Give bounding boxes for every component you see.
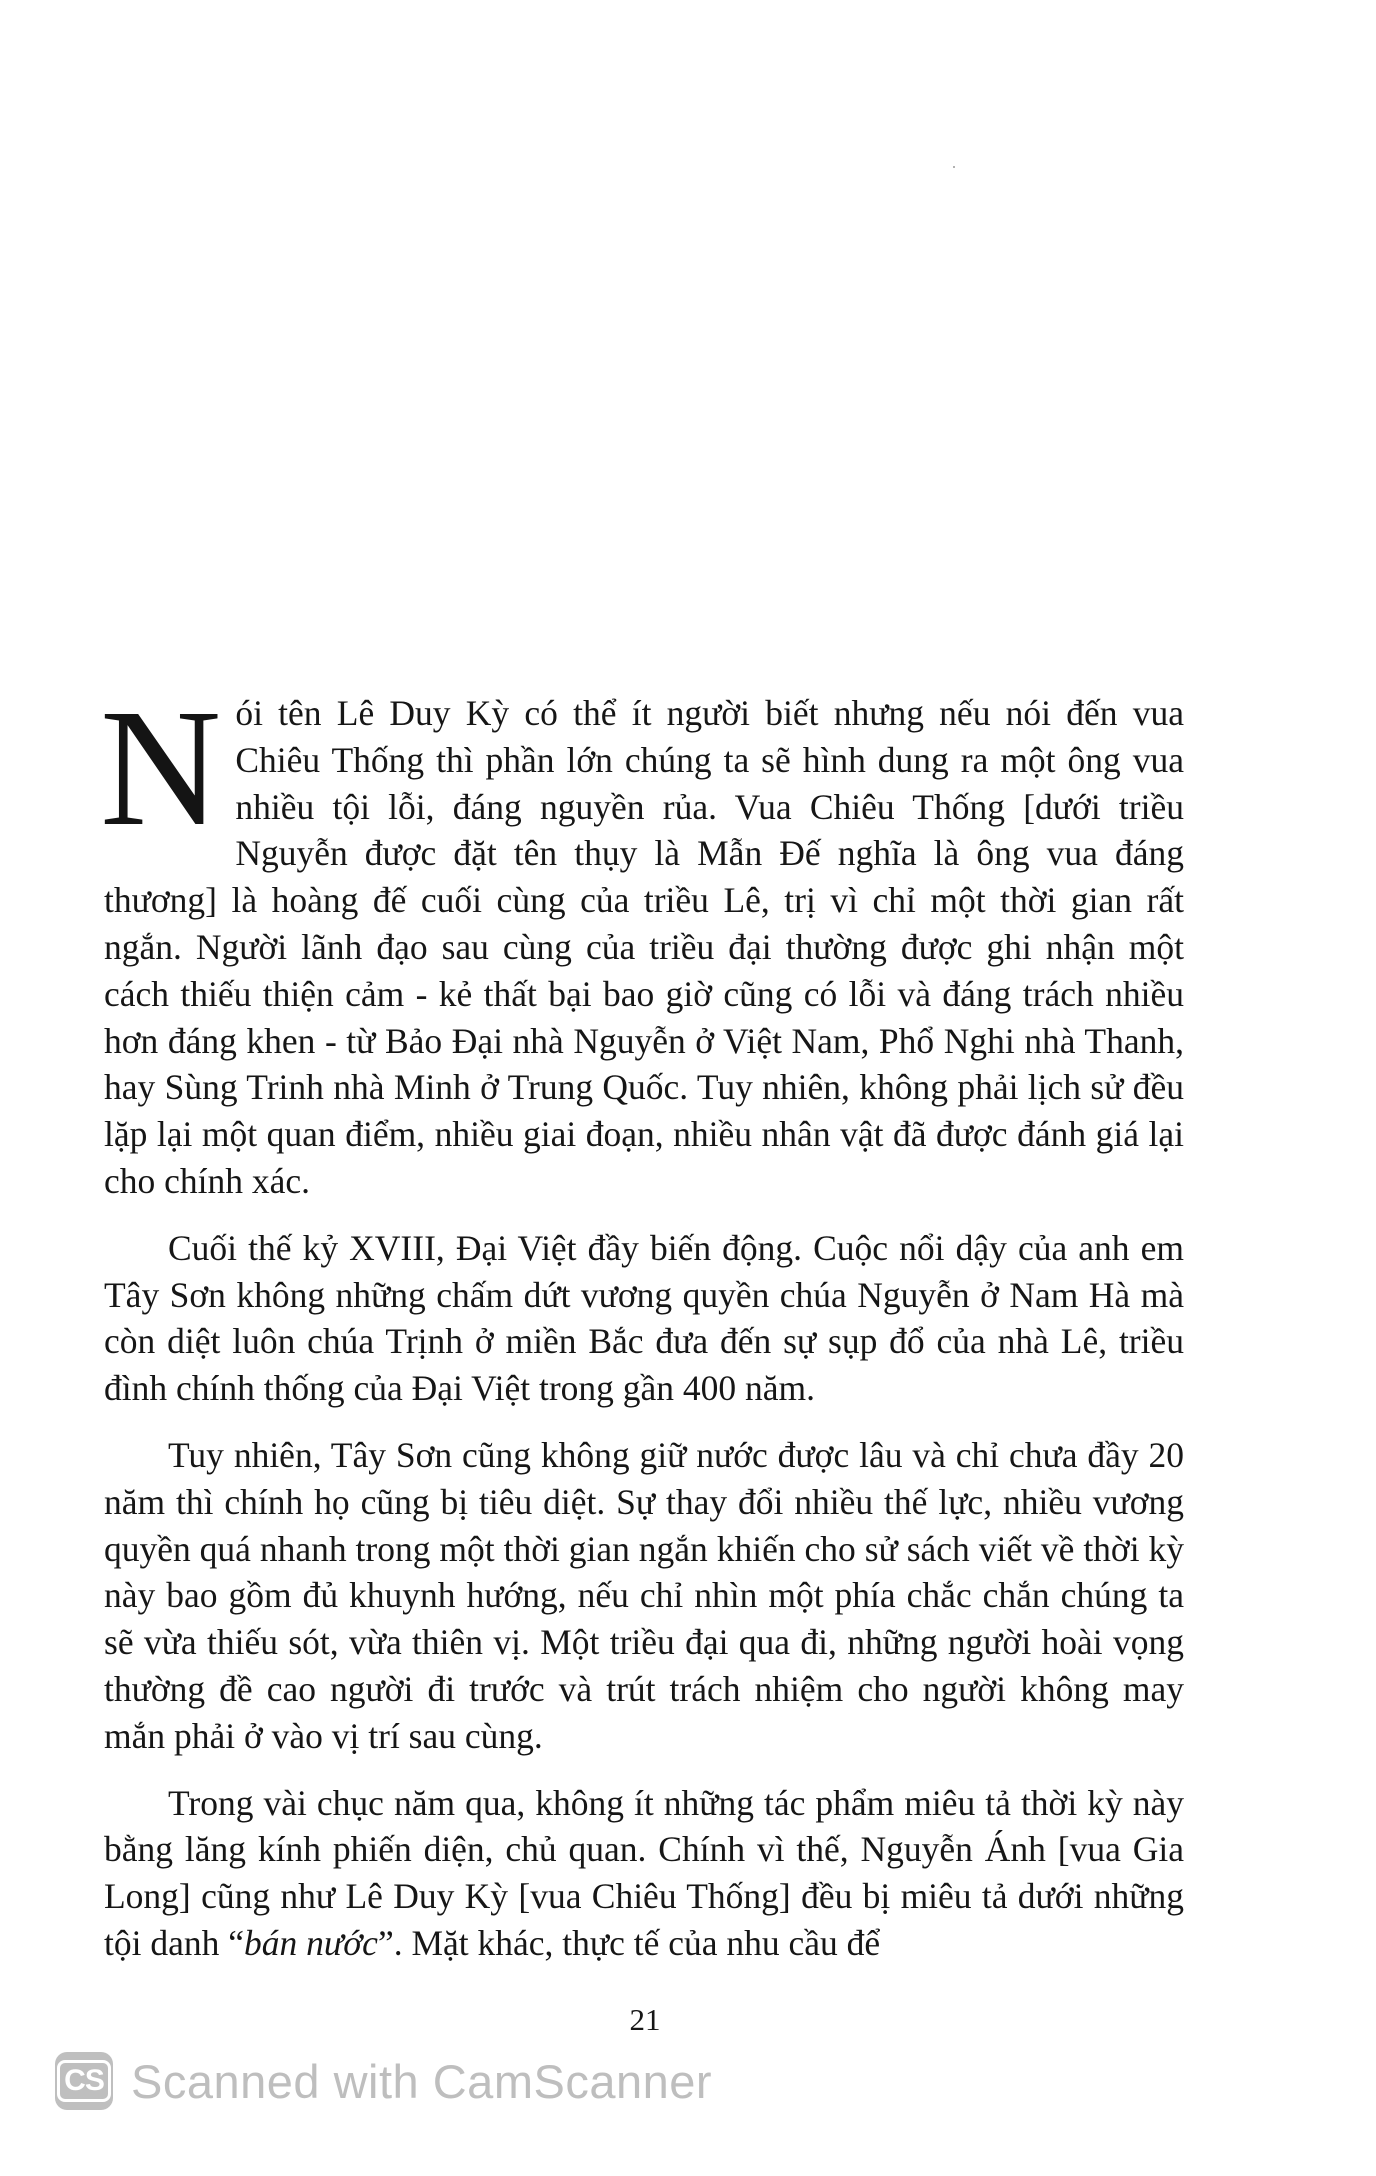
paragraph-1-text: ói tên Lê Duy Kỳ có thể ít người biết nhưng nếu nói đến vua Chiêu Thống thì phần lớn chúng ta sẽ hình dung ra một ông vua nhiều tội lỗi, đáng nguyền rủa. Vua Chiêu Thống [dưới triều Nguyễn được đặt tên thụy là Mẫn Đế nghĩa là ông vua đáng thương] là hoàng đế cuối cùng của triều Lê, trị vì chỉ một thời gian rất ngắn. Người lãnh đạo sau cùng của triều đại thường được ghi nhận một cách thiếu thiện cảm - kẻ thất bại bao giờ cũng có lỗi và đáng trách nhiều hơn đáng khen - từ Bảo Đại nhà Nguyễn ở Việt Nam, Phổ Nghi nhà Thanh, hay Sùng Trinh nhà Minh ở Trung Quốc. Tuy nhiên, không phải lịch sử đều lặp lại một quan điểm, nhiều giai đoạn, nhiều nhân vật đã được đánh giá lại cho chính xác. [104, 693, 1184, 1201]
paragraph-1 [100, 675, 1184, 1205]
camscanner-logo-icon [55, 2052, 113, 2110]
paragraph-4 [104, 1780, 1184, 1967]
paragraph-4-italic-term: bán nước [244, 1922, 378, 1963]
scan-speck [953, 166, 955, 168]
drop-cap: N [100, 675, 222, 861]
camscanner-watermark [55, 2052, 712, 2110]
paragraph-3-text: Tuy nhiên, Tây Sơn cũng không giữ nước được lâu và chỉ chưa đầy 20 năm thì chính họ cũng bị tiêu diệt. Sự thay đổi nhiều thế lực, nhiều vương quyền quá nhanh trong một thời gian ngắn khiến cho sử sách viết về thời kỳ này bao gồm đủ khuynh hướng, nếu chỉ nhìn một phía chắc chắn chúng ta sẽ vừa thiếu sót, vừa thiên vị. Một triều đại qua đi, những người hoài vọng thường đề cao người đi trước và trút trách nhiệm cho người không may mắn phải ở vào vị trí sau cùng. [104, 1434, 1184, 1756]
page-number: 21 [629, 2002, 661, 2037]
paragraph-2-text: Cuối thế kỷ XVIII, Đại Việt đầy biến động. Cuộc nổi dậy của anh em Tây Sơn không những chấm dứt vương quyền chúa Nguyễn ở Nam Hà mà còn diệt luôn chúa Trịnh ở miền Bắc đưa đến sự sụp đổ của nhà Lê, triều đình chính thống của Đại Việt trong gần 400 năm. [104, 1227, 1184, 1409]
paragraph-4-text-start: Trong vài chục năm qua, không ít những tác phẩm miêu tả thời kỳ này bằng lăng kính phiến diện, chủ quan. Chính vì thế, Nguyễn Ánh [vua Gia Long] cũng như Lê Duy Kỳ [vua Chiêu Thống] đều bị miêu tả dưới những tội danh “ [104, 1782, 1184, 1963]
camscanner-logo-text: CS [57, 2060, 111, 2102]
paragraph-4-text-end: ”. Mặt khác, thực tế của nhu cầu để [377, 1922, 881, 1963]
body-text [100, 675, 1184, 1987]
paragraph-2 [104, 1225, 1184, 1412]
watermark-text: Scanned with CamScanner [131, 2054, 713, 2108]
paragraph-3 [104, 1432, 1184, 1760]
